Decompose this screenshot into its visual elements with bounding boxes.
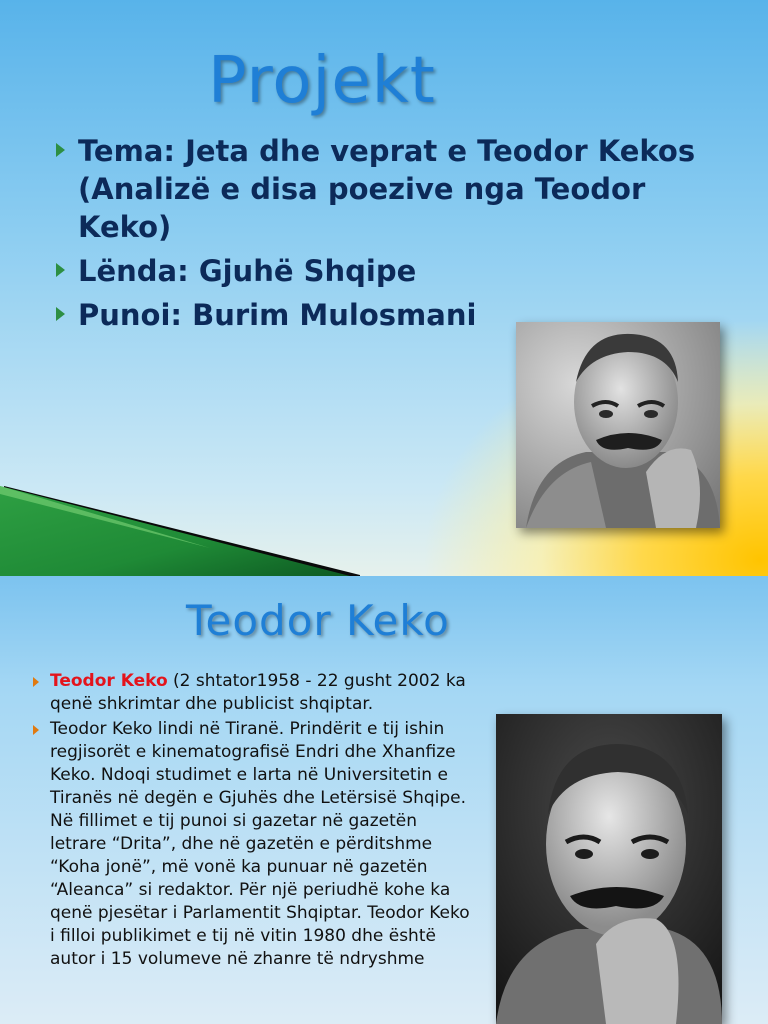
portrait-image	[496, 714, 722, 1024]
portrait-photo	[496, 714, 722, 1024]
list-item	[30, 718, 470, 971]
portrait-image	[516, 322, 720, 528]
bullet-text: Lënda: Gjuhë Shqipe	[78, 254, 417, 288]
arrow-bullet-icon	[56, 143, 65, 157]
bullet-list	[30, 670, 470, 973]
bullet-text: Teodor Keko lindi në Tiranë. Prindërit e tij ishin regjisorët e kinematografisë Endri dhe Xhanfize Keko. Ndoqi studimet e larta në Universitetin e Tiranës në degën e Gjuhës dhe Letërsisë Shqipe. Në fillimet e tij punoi si gazetar në gazetën letrare “Drita”, dhe në gazetën e përditshme “Koha jonë”, më vonë ka punuar në gazetën “Aleanca” si redaktor. Për një periudhë kohe ka qenë pjesëtar i Parlamentit Shqiptar. Teodor Keko i filloi publikimet e tij në vitin 1980 dhe është autor i 15 volumeve në zhanre të ndryshme	[50, 719, 470, 969]
bullet-text: Tema: Jeta dhe veprat e Teodor Kekos (Analizë e disa poezive nga Teodor Keko)	[78, 134, 696, 244]
slide-2	[0, 576, 768, 1024]
arrow-bullet-icon	[33, 725, 39, 735]
slide-title: Projekt	[208, 44, 436, 118]
arrow-bullet-icon	[56, 263, 65, 277]
list-item	[30, 670, 470, 716]
portrait-photo	[516, 322, 720, 528]
bullet-text: Punoi: Burim Mulosmani	[78, 298, 477, 332]
list-item	[56, 252, 736, 290]
arrow-bullet-icon	[56, 307, 65, 321]
bullet-list	[56, 132, 736, 340]
bullet-text: (2 shtator1958 - 22 gusht 2002 ka qenë shkrimtar dhe publicist shqiptar.	[50, 671, 466, 714]
slide-title: Teodor Keko	[186, 596, 450, 645]
person-name: Teodor Keko	[50, 671, 168, 691]
arrow-bullet-icon	[33, 677, 39, 687]
list-item	[56, 132, 736, 246]
decorative-wedge	[0, 486, 360, 576]
